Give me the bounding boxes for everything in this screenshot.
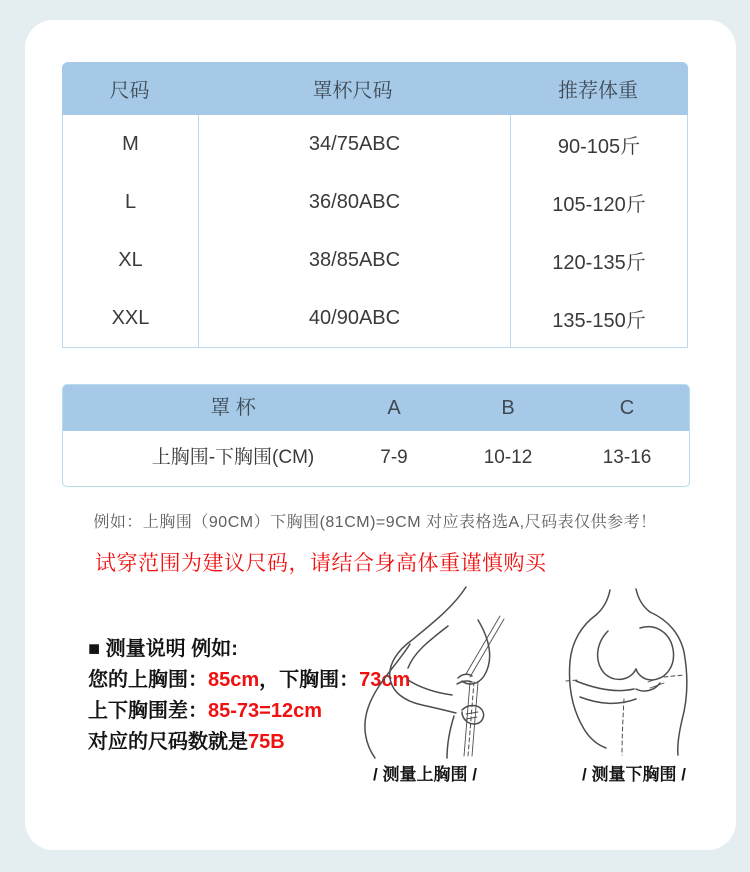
value-difference: 85-73=12cm <box>208 700 322 722</box>
label-text: 您的上胸围： <box>88 669 208 691</box>
cup-table-label: 上胸围-下胸围(CM) <box>151 447 315 468</box>
value-upper-bust: 85cm <box>208 669 260 691</box>
table-row <box>63 231 687 289</box>
cup-table-value-c: 13-16 <box>602 447 652 468</box>
content-card <box>25 20 736 850</box>
cell-cup: 38/85ABC <box>199 231 511 289</box>
label-text: ，下胸围： <box>259 669 360 691</box>
cup-table-header-band <box>63 385 689 431</box>
cell-cup: 40/90ABC <box>199 289 511 347</box>
fit-warning: 试穿范围为建议尺码，请结合身高体重谨慎购买 <box>95 552 547 575</box>
cell-weight: 135-150斤 <box>552 309 646 332</box>
label-text: 对应的尺码数就是 <box>88 731 248 753</box>
size-table-header-size: 尺码 <box>109 80 150 102</box>
label-text: 上下胸围差： <box>88 700 208 722</box>
cell-weight: 90-105斤 <box>557 135 641 158</box>
caption-under-bust: / 测量下胸围 / <box>582 765 686 784</box>
value-under-bust: 73cm <box>359 669 411 691</box>
measurement-title: ■ 测量说明 例如: <box>88 638 238 660</box>
cell-weight: 105-120斤 <box>552 193 646 216</box>
cup-table-header-b: B <box>501 397 515 419</box>
table-row <box>63 289 687 347</box>
cup-table-header-a: A <box>387 397 401 419</box>
cup-table-header-c: C <box>619 397 635 419</box>
cell-size: M <box>63 115 199 173</box>
size-table-header-row <box>62 62 688 115</box>
upper-bust-measure-illustration <box>352 584 520 760</box>
size-table-header-cup: 罩杯尺码 <box>312 80 393 102</box>
table-row <box>63 173 687 231</box>
caption-upper-bust: / 测量上胸围 / <box>373 765 477 784</box>
size-table-body <box>62 115 688 348</box>
under-bust-measure-illustration <box>552 586 712 758</box>
cell-size: XL <box>63 231 199 289</box>
cell-cup: 34/75ABC <box>199 115 511 173</box>
example-note: 例如：上胸围（90CM）下胸围(81CM)=9CM 对应表格选A,尺码表仅供参考！ <box>93 514 657 531</box>
table-row <box>63 115 687 173</box>
cell-size: L <box>63 173 199 231</box>
cell-weight: 120-135斤 <box>552 251 646 274</box>
value-size-result: 75B <box>248 731 285 753</box>
cell-size: XXL <box>63 289 199 347</box>
size-table <box>62 62 688 348</box>
cup-table-header-cup: 罩 杯 <box>210 397 256 419</box>
cup-table-value-a: 7-9 <box>380 447 408 468</box>
cup-table-value-b: 10-12 <box>483 447 533 468</box>
size-table-header-weight: 推荐体重 <box>558 80 638 102</box>
cell-cup: 36/80ABC <box>199 173 511 231</box>
cup-table <box>62 384 690 487</box>
